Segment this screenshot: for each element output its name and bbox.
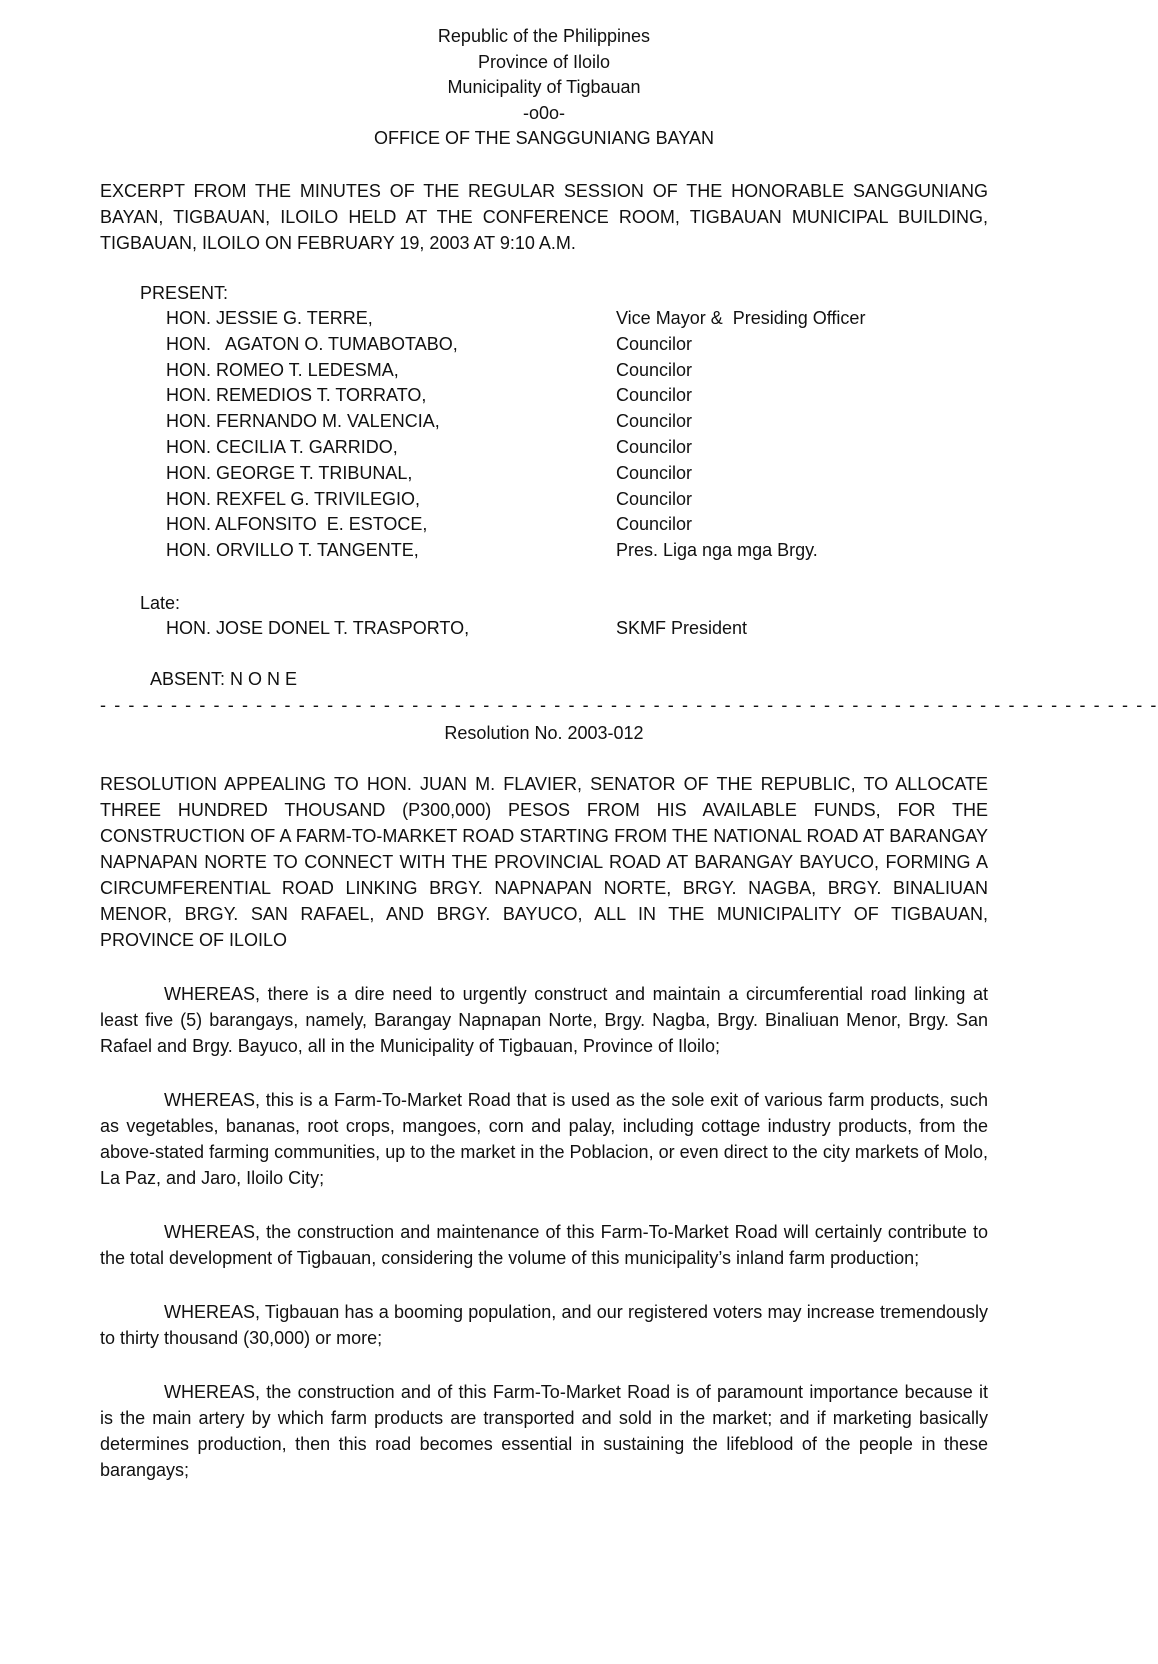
member-role: Pres. Liga nga mga Brgy. <box>616 540 818 561</box>
member-name: HON. REMEDIOS T. TORRATO, <box>166 385 427 406</box>
member-name: HON. FERNANDO M. VALENCIA, <box>166 411 440 432</box>
letterhead-republic: Republic of the Philippines <box>437 26 651 46</box>
letterhead-office: OFFICE OF THE SANGGUNIANG BAYAN <box>373 128 715 149</box>
member-name: HON. AGATON O. TUMABOTABO, <box>166 333 458 354</box>
member-row <box>140 461 988 487</box>
member-name: HON. ALFONSITO E. ESTOCE, <box>166 514 428 535</box>
member-role: Councilor <box>616 385 693 406</box>
letterhead <box>100 24 988 152</box>
member-role: Councilor <box>616 488 693 509</box>
member-row <box>140 409 988 435</box>
member-role: Councilor <box>616 359 693 380</box>
late-label: Late: <box>140 592 181 613</box>
member-role: Councilor <box>616 411 693 432</box>
member-name: HON. CECILIA T. GARRIDO, <box>166 436 398 457</box>
member-name: HON. JESSIE G. TERRE, <box>166 307 373 328</box>
member-name: HON. ORVILLO T. TANGENTE, <box>166 540 419 561</box>
letterhead-separator: -o0o- <box>522 102 566 123</box>
whereas-paragraph: WHEREAS, there is a dire need to urgently construct and maintain a circumferential road linking at least five (5) barangays, namely, Barangay Napnapan Norte, Brgy. Nagba, Brgy. Binaliuan Menor, Brgy. San Rafael and Brgy. Bayuco, all in the Municipality of Tigbauan, Province of Iloilo; <box>100 983 988 1056</box>
member-row <box>140 435 988 461</box>
member-row <box>140 512 988 538</box>
member-role: Councilor <box>616 514 693 535</box>
present-list <box>140 306 988 564</box>
section-divider: - - - - - - - - - - - - - - - - - - - - - - - - - - - - - - - - - - - - - - - - - - - - - - - - - - - - - - - - - - - - - - - - - - - - - - - - - - - <box>100 694 1158 715</box>
late-section <box>140 590 988 642</box>
whereas-clauses <box>100 981 988 1483</box>
letterhead-province: Province of Iloilo <box>477 51 611 72</box>
whereas-paragraph: WHEREAS, the construction and of this Farm-To-Market Road is of paramount importance because it is the main artery by which farm products are transported and sold in the market; and if marketing basically determines production, then this road becomes essential in sustaining the lifeblood of the people in these barangays; <box>100 1381 988 1480</box>
letterhead-municipality: Municipality of Tigbauan <box>447 77 641 98</box>
member-role: Councilor <box>616 436 693 457</box>
member-role: SKMF President <box>616 617 748 638</box>
member-role: Vice Mayor & Presiding Officer <box>616 307 866 328</box>
member-role: Councilor <box>616 462 693 483</box>
absent-line: ABSENT: N O N E <box>150 668 298 689</box>
resolution-title: RESOLUTION APPEALING TO HON. JUAN M. FLAVIER, SENATOR OF THE REPUBLIC, TO ALLOCATE THREE HUNDRED THOUSAND (P300,000) PESOS FROM HIS AVAILABLE FUNDS, FOR THE CONSTRUCTION OF A FARM-TO-MARKET ROAD STARTING FROM THE NATIONAL ROAD AT BARANGAY NAPNAPAN NORTE TO CONNECT WITH THE PROVINCIAL ROAD AT BARANGAY BAYUCO, FORMING A CIRCUMFERENTIAL ROAD LINKING BRGY. NAPNAPAN NORTE, BRGY. NAGBA, BRGY. BINALIUAN MENOR, BRGY. SAN RAFAEL, AND BRGY. BAYUCO, ALL IN THE MUNICIPALITY OF TIGBAUAN, PROVINCE OF ILOILO <box>100 773 988 950</box>
member-name: HON. REXFEL G. TRIVILEGIO, <box>166 488 421 509</box>
resolution-number: Resolution No. 2003-012 <box>444 722 644 743</box>
member-role: Councilor <box>616 333 693 354</box>
member-row <box>140 616 988 642</box>
minutes-excerpt: EXCERPT FROM THE MINUTES OF THE REGULAR SESSION OF THE HONORABLE SANGGUNIANG BAYAN, TIGBAUAN, ILOILO HELD AT THE CONFERENCE ROOM, TIGBAUAN MUNICIPAL BUILDING, TIGBAUAN, ILOILO ON FEBRUARY 19, 2003 AT 9:10 A.M. <box>100 180 988 253</box>
member-row <box>140 487 988 513</box>
member-name: HON. GEORGE T. TRIBUNAL, <box>166 462 413 483</box>
whereas-paragraph: WHEREAS, Tigbauan has a booming population, and our registered voters may increase tremendously to thirty thousand (30,000) or more; <box>100 1301 988 1348</box>
member-name: HON. JOSE DONEL T. TRASPORTO, <box>166 617 470 638</box>
whereas-paragraph: WHEREAS, this is a Farm-To-Market Road that is used as the sole exit of various farm products, such as vegetables, bananas, root crops, mangoes, corn and palay, including cottage industry products, from the above-stated farming communities, up to the market in the Poblacion, or even direct to the city markets of Molo, La Paz, and Jaro, Iloilo City; <box>100 1089 988 1188</box>
attendance-section <box>140 280 988 642</box>
present-label: PRESENT: <box>140 282 229 303</box>
member-row <box>140 538 988 564</box>
whereas-paragraph: WHEREAS, the construction and maintenance of this Farm-To-Market Road will certainly contribute to the total development of Tigbauan, considering the volume of this municipality’s inland farm production; <box>100 1221 988 1268</box>
member-name: HON. ROMEO T. LEDESMA, <box>166 359 399 380</box>
member-row <box>140 332 988 358</box>
member-row <box>140 358 988 384</box>
member-row <box>140 306 988 332</box>
member-row <box>140 383 988 409</box>
